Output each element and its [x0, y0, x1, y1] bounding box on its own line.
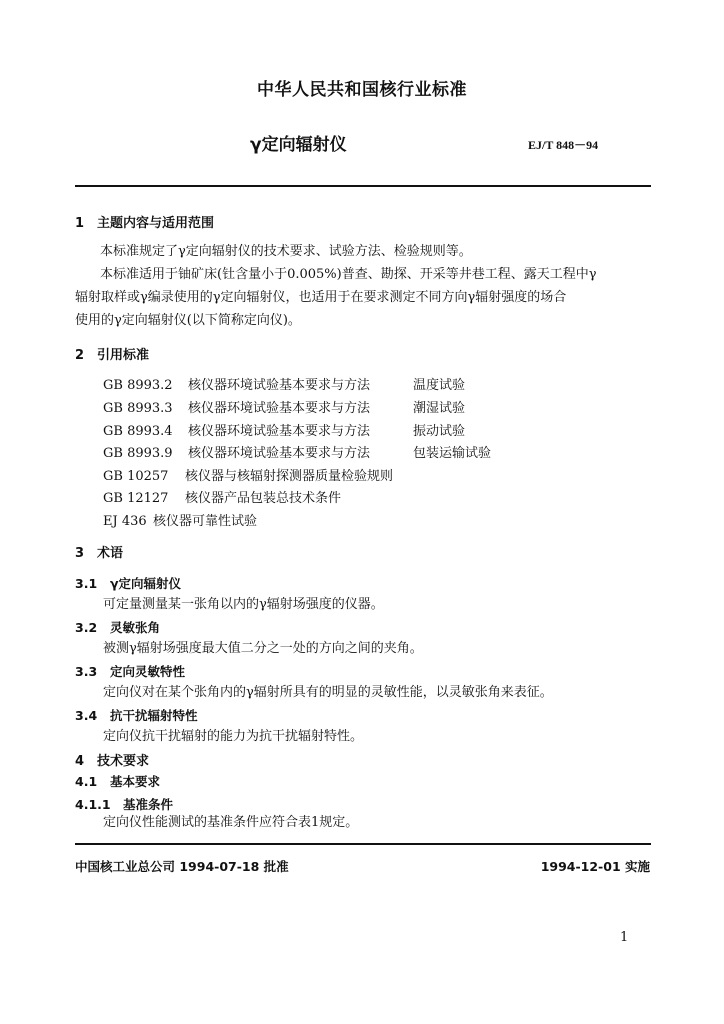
section-1-paragraph-2-line-2: 辐射取样或γ编录使用的γ定向辐射仪，也适用于在要求测定不同方向γ辐射强度的场合 — [75, 290, 567, 305]
reference-suffix: 潮湿试验 — [413, 401, 466, 416]
term-3-3-definition: 定向仪对在某个张角内的γ辐射所具有的明显的灵敏性能，以灵敏张角来表征。 — [103, 685, 553, 700]
term-3-2-definition: 被测γ辐射场强度最大值二分之一处的方向之间的夹角。 — [103, 641, 423, 656]
page-number: 1 — [620, 930, 629, 945]
approval-statement: 中国核工业总公司 1994-07-18 批准 — [75, 859, 289, 874]
reference-suffix: 温度试验 — [413, 378, 466, 393]
reference-title: 核仪器产品包装总技术条件 — [185, 491, 342, 506]
term-3-2-number: 3.2 — [75, 620, 98, 635]
reference-title: 核仪器环境试验基本要求与方法 — [188, 401, 371, 416]
section-2-number: 2 — [75, 348, 85, 363]
term-3-1-title: γ定向辐射仪 — [110, 576, 182, 591]
reference-title: 核仪器与核辐射探测器质量检验规则 — [185, 469, 394, 484]
section-4-number: 4 — [75, 754, 85, 769]
section-4-heading — [75, 750, 149, 769]
reference-item — [103, 465, 393, 484]
reference-suffix: 振动试验 — [413, 424, 466, 439]
term-3-4-number: 3.4 — [75, 708, 98, 723]
section-1-paragraph-2-line-1: 本标准适用于铀矿床(钍含量小于0.005%)普查、勘探、开采等井巷工程、露天工程中γ — [100, 267, 597, 282]
clause-4-1-1-text: 定向仪性能测试的基准条件应符合表1规定。 — [103, 815, 359, 830]
reference-title: 核仪器环境试验基本要求与方法 — [188, 446, 371, 461]
section-2-heading — [75, 344, 149, 363]
term-3-2-heading — [75, 618, 160, 636]
term-3-4-title: 抗干扰辐射特性 — [110, 708, 198, 723]
reference-code: GB 8993.4 — [103, 424, 173, 439]
reference-code: GB 10257 — [103, 469, 169, 484]
clause-4-1-1-number: 4.1.1 — [75, 797, 111, 812]
reference-item — [103, 510, 257, 529]
reference-item — [103, 374, 465, 393]
document-title: γ定向辐射仪 — [250, 135, 347, 155]
section-3-number: 3 — [75, 546, 85, 561]
document-code: EJ/T 848－94 — [528, 138, 599, 152]
term-3-4-definition: 定向仪抗干扰辐射的能力为抗干扰辐射特性。 — [103, 729, 364, 744]
reference-code: GB 8993.2 — [103, 378, 173, 393]
term-3-1-heading — [75, 574, 181, 592]
reference-title: 核仪器可靠性试验 — [153, 514, 258, 529]
reference-code: GB 12127 — [103, 491, 169, 506]
term-3-3-number: 3.3 — [75, 664, 98, 679]
term-3-3-title: 定向灵敏特性 — [110, 664, 186, 679]
term-3-4-heading — [75, 706, 198, 724]
section-3-heading — [75, 542, 123, 561]
reference-code: GB 8993.3 — [103, 401, 173, 416]
footer-rule — [75, 843, 651, 845]
header-rule — [75, 185, 651, 187]
clause-4-1-1-title: 基准条件 — [123, 797, 174, 812]
standard-org-title: 中华人民共和国核行业标准 — [257, 80, 467, 100]
section-1-title: 主题内容与适用范围 — [97, 216, 215, 231]
section-4-title: 技术要求 — [97, 754, 150, 769]
clause-4-1-number: 4.1 — [75, 774, 98, 789]
reference-item — [103, 442, 491, 461]
term-3-2-title: 灵敏张角 — [110, 620, 161, 635]
section-1-paragraph-2-line-3: 使用的γ定向辐射仪(以下简称定向仪)。 — [75, 313, 301, 328]
reference-item — [103, 397, 465, 416]
section-1-paragraph-1: 本标准规定了γ定向辐射仪的技术要求、试验方法、检验规则等。 — [100, 244, 472, 259]
reference-title: 核仪器环境试验基本要求与方法 — [188, 424, 371, 439]
reference-item — [103, 487, 341, 506]
section-1-heading — [75, 212, 214, 231]
reference-code: GB 8993.9 — [103, 446, 173, 461]
reference-title: 核仪器环境试验基本要求与方法 — [188, 378, 371, 393]
term-3-1-definition: 可定量测量某一张角以内的γ辐射场强度的仪器。 — [103, 597, 384, 612]
section-3-title: 术语 — [97, 546, 124, 561]
clause-4-1-heading — [75, 772, 160, 790]
implementation-date: 1994-12-01 实施 — [540, 859, 650, 874]
section-2-title: 引用标准 — [97, 348, 150, 363]
term-3-1-number: 3.1 — [75, 576, 98, 591]
section-1-number: 1 — [75, 216, 85, 231]
term-3-3-heading — [75, 662, 185, 680]
reference-suffix: 包装运输试验 — [413, 446, 492, 461]
reference-item — [103, 420, 465, 439]
clause-4-1-title: 基本要求 — [110, 774, 161, 789]
reference-code: EJ 436 — [103, 514, 147, 529]
